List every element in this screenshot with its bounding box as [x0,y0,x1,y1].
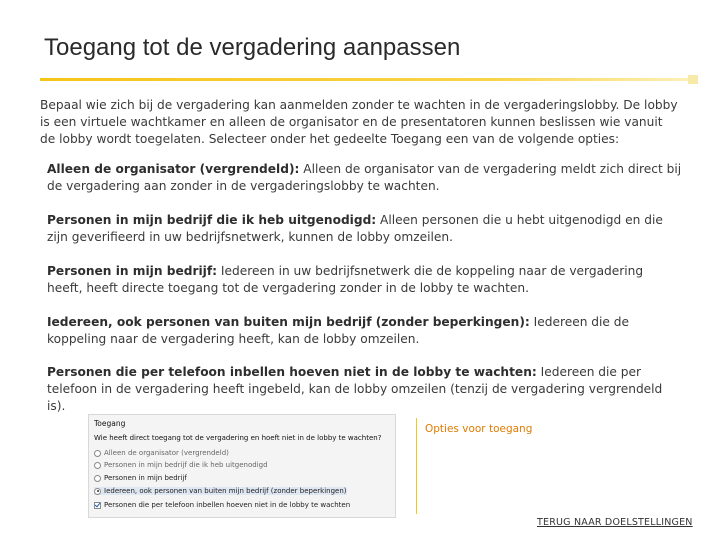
checkbox-phone-bypass[interactable] [94,501,350,509]
radio-label: Personen in mijn bedrijf die ik heb uitgenodigd [104,461,268,469]
radio-label: Iedereen, ook personen van buiten mijn bedrijf (zonder beperkingen) [104,487,347,495]
radio-company[interactable] [94,474,187,482]
radio-button[interactable] [94,475,101,482]
option-term: Personen in mijn bedrijf: [47,264,218,278]
radio-label: Alleen de organisator (vergrendeld) [104,449,229,457]
dialog-question: Wie heeft direct toegang tot de vergadering en hoeft niet in de lobby te wachten? [94,434,382,442]
intro-paragraph: Bepaal wie zich bij de vergadering kan aanmelden zonder te wachten in de vergaderingslobby. De lobby is een virtuele wachtkamer en alleen de organisator en de presentatoren kunnen beslissen wie vanuit de lobby wordt toegelaten. Selecteer onder het gedeelte Toegang een van de volgende opties: [40,98,678,146]
option-invited-company [47,212,682,246]
title-divider [40,78,690,81]
access-options-screenshot [88,414,396,518]
option-term: Personen in mijn bedrijf die ik heb uitgenodigd: [47,213,377,227]
back-to-objectives-link[interactable]: TERUG NAAR DOELSTELLINGEN [537,517,693,528]
option-term: Personen die per telefoon inbellen hoeven niet in de lobby te wachten: [47,365,537,379]
divider-end-mark [688,75,698,84]
radio-invited-company[interactable] [94,461,268,469]
radio-button[interactable] [94,450,101,457]
option-description: Iedereen die de koppeling naar de vergadering heeft, kan de lobby omzeilen. [47,315,630,346]
option-description: Iedereen die per telefoon in de vergadering heeft ingebeld, kan de lobby omzeilen (tenzij de vergadering vergrendeld is). [47,365,663,413]
option-description: Alleen de organisator van de vergadering meldt zich direct bij de vergadering aan zonder in de vergaderingslobby te wachten. [47,162,682,193]
page-title: Toegang tot de vergadering aanpassen [44,34,461,61]
radio-label: Personen in mijn bedrijf [104,474,187,482]
option-description: Iedereen in uw bedrijfsnetwerk die de koppeling naar de vergadering heeft, heeft directe toegang tot de vergadering zonder in de lobby te wachten. [47,264,644,295]
option-phone-bypass [47,364,682,415]
option-description: Alleen personen die u hebt uitgenodigd en die zijn geverifieerd in uw bedrijfsnetwerk, kunnen de lobby omzeilen. [47,213,663,244]
dialog-heading: Toegang [94,419,126,428]
option-company [47,263,682,297]
radio-organizer-only[interactable] [94,449,229,457]
option-term: Alleen de organisator (vergrendeld): [47,162,300,176]
option-organizer-only [47,161,682,195]
callout-label: Opties voor toegang [425,423,533,435]
radio-button[interactable] [94,462,101,469]
radio-button-selected[interactable] [94,488,101,495]
checkbox-checked[interactable] [94,502,101,509]
option-everyone [47,314,682,348]
checkbox-label: Personen die per telefoon inbellen hoeven niet in de lobby te wachten [104,501,351,509]
option-term: Iedereen, ook personen van buiten mijn bedrijf (zonder beperkingen): [47,315,530,329]
radio-everyone[interactable] [94,487,347,495]
callout-line [416,418,417,514]
